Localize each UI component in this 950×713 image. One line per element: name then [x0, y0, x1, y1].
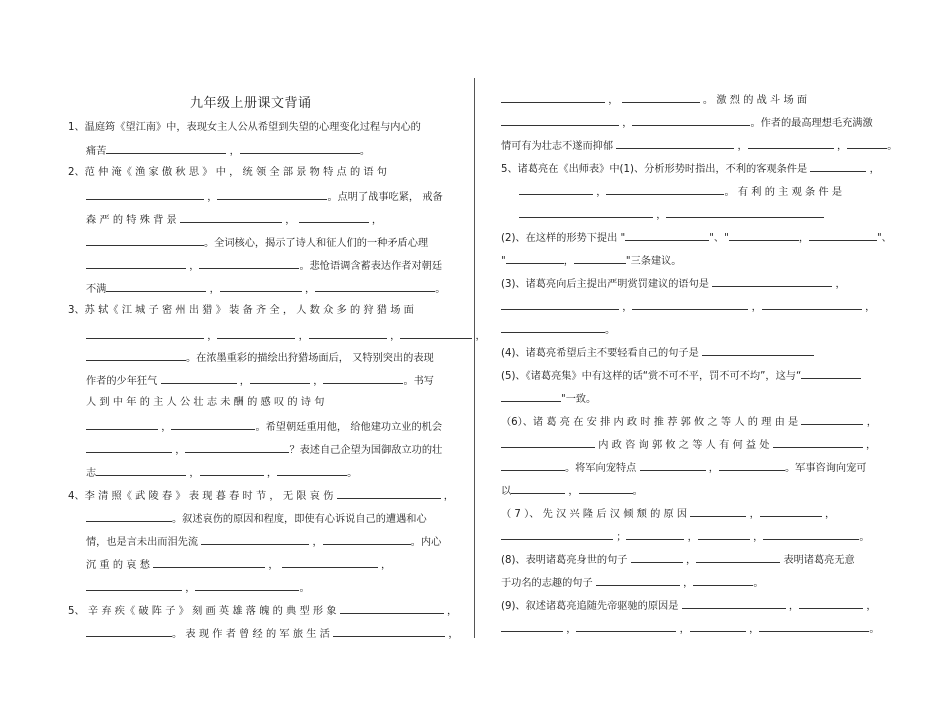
- answer-blank[interactable]: [616, 138, 734, 149]
- question-4-line-3: 情，也是言未出而泪先流 ， 。内心: [86, 534, 441, 550]
- question-2-line-2: ， 。点明了战事吃紧， 戒备: [86, 189, 443, 205]
- answer-blank[interactable]: [86, 258, 186, 269]
- question-text: (2)、在这样的形势下提出: [501, 233, 618, 244]
- right-line-8: " ， "三条建议。: [501, 253, 682, 269]
- answer-blank[interactable]: [506, 253, 564, 264]
- question-4-line-2: [86, 511, 427, 527]
- question-text: 。悲怆语调含蓄表达作者对朝廷: [299, 261, 443, 272]
- answer-blank[interactable]: [501, 437, 595, 448]
- question-text: 5、 辛 弃 疾《 破 阵 子 》 刻 画 英 雄 落 魄 的 典 型 形 象: [68, 606, 337, 617]
- question-text: 。全词核心，揭示了诗人和征人们的一种矛盾心理: [204, 238, 429, 249]
- answer-blank[interactable]: [729, 230, 799, 241]
- answer-blank[interactable]: [106, 281, 206, 292]
- question-text: 人 到 中 年 的 主 人 公 壮 志 未 酬 的 感 叹 的 诗 句: [86, 397, 325, 408]
- question-text: 4、李 清 照《 武 陵 春 》 表 现 暮 春 时 节 ， 无 限 哀 伤: [68, 491, 334, 502]
- right-line-6: ，: [519, 207, 824, 223]
- question-text: 作者的少年狂气: [86, 376, 158, 387]
- answer-blank[interactable]: [666, 207, 824, 218]
- question-1-line-1: [68, 121, 421, 135]
- right-line-3: 情可有为壮志不遂而抑郁 ， ， 。: [501, 138, 897, 154]
- answer-blank[interactable]: [195, 580, 299, 591]
- answer-blank[interactable]: [171, 419, 255, 430]
- answer-blank[interactable]: [748, 138, 834, 149]
- answer-blank[interactable]: [161, 373, 237, 384]
- right-line-12: [501, 345, 814, 361]
- answer-blank[interactable]: [632, 115, 750, 126]
- answer-blank[interactable]: [201, 534, 309, 545]
- right-line-20: ； ， ， 。: [501, 529, 870, 545]
- question-text: 2、范 仲 淹《 渔 家 傲 秋 思 》 中 ， 统 领 全 部 景 物 特 点 的 语 句: [68, 167, 387, 178]
- right-line-5: ， 。 有 利 的 主 观 条 件 是: [519, 184, 842, 200]
- question-text: 不满: [86, 284, 107, 295]
- answer-blank[interactable]: [693, 575, 753, 586]
- answer-blank[interactable]: [579, 483, 633, 494]
- answer-blank[interactable]: [632, 299, 748, 310]
- answer-blank[interactable]: [759, 621, 869, 632]
- answer-blank[interactable]: [690, 506, 746, 517]
- question-text: (3)、诸葛亮向后主提出严明赏罚建议的语句是: [501, 279, 709, 290]
- answer-blank[interactable]: [299, 212, 369, 223]
- answer-blank[interactable]: [400, 328, 472, 339]
- right-line-19: （ 7 ）、 先 汉 兴 隆 后 汉 倾 颓 的 原 因 ， ，: [501, 506, 835, 522]
- answer-blank[interactable]: [337, 488, 441, 499]
- question-text: 。书写: [403, 376, 434, 387]
- answer-blank[interactable]: [574, 253, 626, 264]
- answer-blank[interactable]: [501, 460, 565, 471]
- question-3-line-7: ， ？表述自己企望为国御敌立功的壮: [86, 442, 442, 458]
- answer-blank[interactable]: [501, 621, 563, 632]
- answer-blank[interactable]: [626, 529, 684, 540]
- question-text: ？表述自己企望为国御敌立功的壮: [289, 445, 443, 456]
- answer-blank[interactable]: [86, 511, 172, 522]
- answer-blank[interactable]: [809, 230, 877, 241]
- answer-blank[interactable]: [501, 391, 561, 402]
- answer-blank[interactable]: [86, 189, 204, 200]
- question-2-line-3: 森 严 的 特 殊 背 景 ， ，: [86, 212, 382, 228]
- right-line-14: "一致。: [501, 391, 596, 407]
- answer-blank[interactable]: [501, 92, 605, 103]
- question-text: 志: [86, 468, 97, 479]
- answer-blank[interactable]: [86, 350, 186, 361]
- question-2-line-1: [68, 166, 387, 180]
- question-2-line-4: [86, 235, 428, 251]
- question-text: 痛苦: [86, 146, 107, 157]
- right-line-24: ， ， ， 。: [501, 621, 880, 637]
- answer-blank[interactable]: [763, 529, 859, 540]
- answer-blank[interactable]: [185, 442, 289, 453]
- question-text: 一致。: [565, 394, 597, 405]
- answer-blank[interactable]: [511, 483, 565, 494]
- right-line-21: (8)、表明诸葛亮身世的句子 ， 表明诸葛亮无意: [501, 552, 855, 568]
- answer-blank[interactable]: [625, 230, 709, 241]
- question-text: 表明诸葛亮无意: [783, 555, 855, 566]
- answer-blank[interactable]: [519, 207, 653, 218]
- question-4-line-5: ， 。: [86, 580, 310, 596]
- question-3-line-1: [68, 304, 414, 318]
- answer-blank[interactable]: [217, 328, 295, 339]
- answer-blank[interactable]: [690, 621, 746, 632]
- answer-blank[interactable]: [309, 328, 387, 339]
- question-text: 。作者的最高理想毛充满激: [750, 118, 873, 129]
- right-line-18: 以 ， 。: [501, 483, 643, 499]
- question-text: 。军事咨询向宠可: [785, 463, 867, 474]
- answer-blank[interactable]: [622, 92, 700, 103]
- column-divider: [474, 78, 475, 638]
- question-text: 。将军向宠特点: [565, 463, 637, 474]
- question-text: 森 严 的 特 殊 背 景: [86, 215, 177, 226]
- question-3-line-2: ， ， ， ，: [86, 328, 486, 344]
- question-text: (5)、《诸葛亮集》中有这样的话“赏不可不平，罚不可不均”，这与“: [501, 371, 802, 382]
- answer-blank[interactable]: [773, 437, 863, 448]
- question-text: 。在浓墨重彩的描绘出狩猎场面后， 又特别突出的表现: [186, 353, 434, 364]
- answer-blank[interactable]: [199, 258, 299, 269]
- answer-blank[interactable]: [86, 419, 158, 430]
- question-text: 以: [501, 486, 512, 497]
- answer-blank[interactable]: [86, 328, 204, 339]
- answer-blank[interactable]: [250, 373, 310, 384]
- answer-blank[interactable]: [153, 557, 265, 568]
- question-text: 3、苏 轼《 江 城 子 密 州 出 猎 》 装 备 齐 全 ， 人 数 众 多 的 狩 猎 场 面: [68, 305, 414, 316]
- answer-blank[interactable]: [702, 345, 814, 356]
- answer-blank[interactable]: [799, 598, 863, 609]
- question-3-line-8: 志 ， ， 。: [86, 465, 357, 481]
- answer-blank[interactable]: [519, 184, 593, 195]
- question-3-line-3: [86, 350, 434, 366]
- answer-blank[interactable]: [696, 552, 780, 563]
- page-title: 九年级上册课文背诵: [190, 96, 312, 111]
- answer-blank[interactable]: [847, 138, 887, 149]
- question-5-line-2: 。 表 现 作 者 曾 经 的 军 旅 生 活 ，: [86, 626, 459, 642]
- answer-blank[interactable]: [240, 143, 360, 154]
- answer-blank[interactable]: [762, 299, 862, 310]
- answer-blank[interactable]: [576, 621, 676, 632]
- right-line-2: ， 。作者的最高理想毛充满激: [501, 115, 873, 131]
- answer-blank[interactable]: [200, 465, 264, 476]
- question-text: 情，也是言未出而泪先流: [86, 537, 199, 548]
- answer-blank[interactable]: [220, 281, 302, 292]
- right-line-17: 。将军向宠特点 ， 。军事咨询向宠可: [501, 460, 867, 476]
- answer-blank[interactable]: [282, 557, 378, 568]
- answer-blank[interactable]: [682, 598, 786, 609]
- question-text: 。 有 利 的 主 观 条 件 是: [724, 187, 843, 198]
- right-line-7: (2)、在这样的形势下提出 " "、" ， "、: [501, 230, 892, 246]
- answer-blank[interactable]: [596, 575, 680, 586]
- question-text: 。点明了战事吃紧， 戒备: [327, 192, 443, 203]
- answer-blank[interactable]: [323, 373, 403, 384]
- answer-blank[interactable]: [501, 529, 613, 540]
- right-line-23: (9)、叙述诸葛亮追随先帝驱驰的原因是 ， ，: [501, 598, 877, 614]
- right-line-15: （6）、诸 葛 亮 在 安 排 内 政 时 推 荐 郭 攸 之 等 人 的 理 由 是 ，: [501, 414, 877, 430]
- question-1-line-2: 痛苦 ， 。: [86, 143, 370, 159]
- question-text: (4)、诸葛亮希望后主不要轻看自己的句子是: [501, 348, 699, 359]
- question-text: 。 表 现 作 者 曾 经 的 军 旅 生 活: [172, 629, 330, 640]
- question-text: 内 政 咨 询 郭 攸 之 等 人 有 何 益 处: [598, 440, 770, 451]
- question-text: （6）、诸 葛 亮 在 安 排 内 政 时 推 荐 郭 攸 之 等 人 的 理 由 是: [501, 417, 799, 428]
- answer-blank[interactable]: [606, 184, 724, 195]
- answer-blank[interactable]: [86, 626, 172, 637]
- question-text: 三条建议。: [630, 256, 682, 267]
- question-3-line-4: 作者的少年狂气 ， ， 。书写: [86, 373, 434, 389]
- right-line-13: [501, 368, 861, 384]
- question-text: 情可有为壮志不遂而抑郁: [501, 141, 614, 152]
- right-line-11: 。: [501, 322, 615, 338]
- answer-blank[interactable]: [86, 580, 182, 591]
- question-text: 1、温庭筠《望江南》中，表现女主人公从希望到失望的心理变化过程与内心的: [68, 122, 421, 133]
- question-text: (8)、表明诸葛亮身世的句子: [501, 555, 628, 566]
- question-4-line-4: 沉 重 的 哀 愁 ， ，: [86, 557, 391, 573]
- question-3-line-5: [86, 396, 324, 410]
- answer-blank[interactable]: [501, 299, 619, 310]
- right-line-10: ， ， ，: [501, 299, 875, 315]
- answer-blank[interactable]: [801, 368, 861, 379]
- answer-blank[interactable]: [801, 414, 863, 425]
- answer-blank[interactable]: [96, 465, 186, 476]
- answer-blank[interactable]: [323, 534, 411, 545]
- answer-blank[interactable]: [501, 115, 619, 126]
- answer-blank[interactable]: [180, 212, 282, 223]
- question-text: (9)、叙述诸葛亮追随先帝驱驰的原因是: [501, 601, 679, 612]
- right-line-1: ， 。 激 烈 的 战 斗 场 面: [501, 92, 807, 108]
- answer-blank[interactable]: [106, 143, 226, 154]
- question-text: （ 7 ）、 先 汉 兴 隆 后 汉 倾 颓 的 原 因: [501, 509, 688, 520]
- right-line-22: 于功名的志趣的句子 ， 。: [501, 575, 764, 591]
- answer-blank[interactable]: [217, 189, 327, 200]
- answer-blank[interactable]: [315, 281, 435, 292]
- question-5-line-1: 5、 辛 弃 疾《 破 阵 子 》 刻 画 英 雄 落 魄 的 典 型 形 象 ，: [68, 603, 457, 619]
- answer-blank[interactable]: [333, 626, 445, 637]
- answer-blank[interactable]: [631, 552, 683, 563]
- answer-blank[interactable]: [277, 465, 347, 476]
- answer-blank[interactable]: [719, 460, 785, 471]
- answer-blank[interactable]: [340, 603, 444, 614]
- answer-blank[interactable]: [86, 235, 204, 246]
- answer-blank[interactable]: [712, 276, 832, 287]
- right-line-16: 内 政 咨 询 郭 攸 之 等 人 有 何 益 处 ，: [501, 437, 876, 453]
- answer-blank[interactable]: [86, 442, 172, 453]
- right-line-9: (3)、诸葛亮向后主提出严明赏罚建议的语句是 ，: [501, 276, 846, 292]
- answer-blank[interactable]: [698, 529, 750, 540]
- right-line-4: 5、诸葛亮在《出师表》中(1)、分析形势时指出，不利的客观条件是 ，: [501, 161, 880, 177]
- answer-blank[interactable]: [640, 460, 706, 471]
- question-3-line-6: ， 。希望朝廷重用他， 给他建功立业的机会: [86, 419, 442, 435]
- question-4-line-1: 4、李 清 照《 武 陵 春 》 表 现 暮 春 时 节 ， 无 限 哀 伤 ，: [68, 488, 454, 504]
- answer-blank[interactable]: [501, 322, 605, 333]
- answer-blank[interactable]: [760, 506, 822, 517]
- question-text: 于功名的志趣的句子: [501, 578, 593, 589]
- question-2-line-5: ， 。悲怆语调含蓄表达作者对朝廷: [86, 258, 442, 274]
- question-text: 。希望朝廷重用他， 给他建功立业的机会: [255, 422, 443, 433]
- question-text: 5、诸葛亮在《出师表》中(1)、分析形势时指出，不利的客观条件是: [501, 164, 808, 175]
- question-text: 沉 重 的 哀 愁: [86, 560, 150, 571]
- question-2-line-6: 不满 ， ， 。: [86, 281, 445, 297]
- question-text: 。叙述哀伤的原因和程度，即使有心诉说自己的遭遇和心: [172, 514, 427, 525]
- answer-blank[interactable]: [810, 161, 866, 172]
- question-text: 。内心: [410, 537, 442, 548]
- question-text: 。 激 烈 的 战 斗 场 面: [702, 95, 808, 106]
